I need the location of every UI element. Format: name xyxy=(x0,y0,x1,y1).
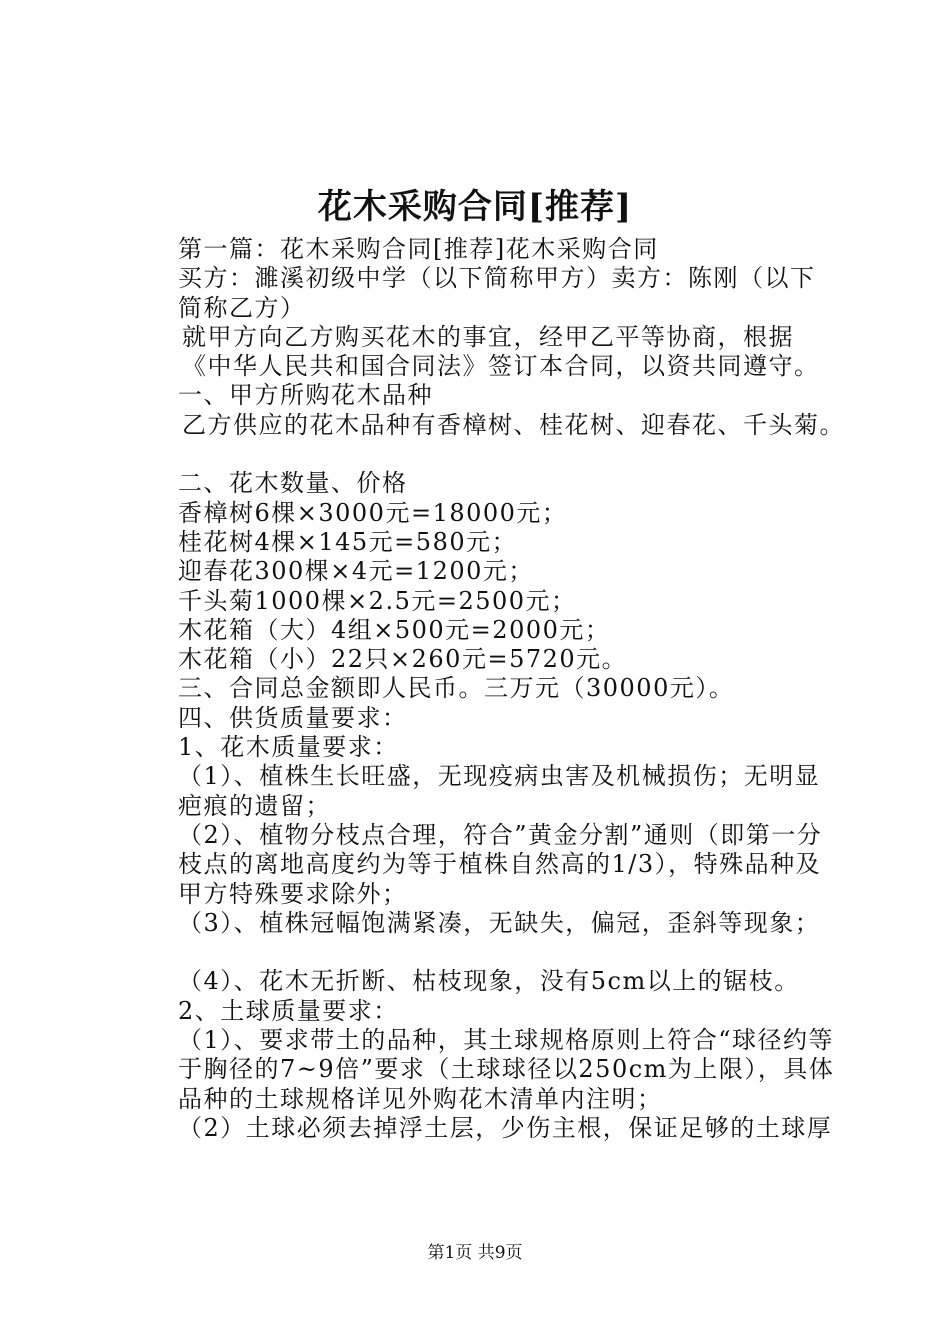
section-heading-first: 第一篇：花木采购合同[推荐]花木采购合同 xyxy=(178,235,659,263)
clause-1-text: 乙方供应的花木品种有香樟树、桂花树、迎春花、千头菊。 xyxy=(182,410,845,439)
price-line-5: 木花箱（大）4组×500元=2000元； xyxy=(178,615,611,644)
document-title: 花木采购合同[推荐] xyxy=(317,187,633,227)
price-line-6: 木花箱（小）22只×260元=5720元。 xyxy=(178,645,628,674)
clause-heading-4: 四、供货质量要求： xyxy=(178,703,408,732)
quality-item-1: （1）、植株生长旺盛，无现疫病虫害及机械损伤；无明显疤痕的遗留； xyxy=(178,762,821,820)
clause-heading-3: 三、合同总金额即人民币。三万元（30000元）。 xyxy=(178,674,735,703)
price-line-2: 桂花树4棵×145元=580元； xyxy=(178,527,518,556)
quality-item-2: （2）、植物分枝点合理，符合”黄金分割”通则（即第一分枝点的离地高度约为等于植株自然高的1/3），特殊品种及甲方特殊要求除外； xyxy=(178,820,823,908)
document-body xyxy=(130,235,845,1143)
soil-item-1: （1）、要求带土的品种，其土球规格原则上符合“球径约等于胸径的7~9倍”要求（土球球径以250cm为上限），具体品种的土球规格详见外购花木清单内注明； xyxy=(178,1026,835,1113)
subclause-heading-1: 1、花木质量要求： xyxy=(178,733,399,762)
clause-heading-2: 二、花木数量、价格 xyxy=(178,469,408,498)
blank-line xyxy=(130,440,835,469)
quality-item-4: （4）、花木无折断、枯枝现象，没有5cm以上的锯枝。 xyxy=(178,967,800,996)
price-line-4: 千头菊1000棵×2.5元=2500元； xyxy=(178,586,577,615)
blank-line xyxy=(130,938,835,967)
soil-item-2: （2）土球必须去掉浮土层，少伤主根，保证足够的土球厚 xyxy=(178,1113,833,1142)
parties-paragraph: 买方：濉溪初级中学（以下简称甲方）卖方：陈刚（以下简称乙方） xyxy=(178,264,816,322)
subclause-heading-2: 2、土球质量要求： xyxy=(178,996,399,1025)
quality-item-3: （3）、植株冠幅饱满紧凑，无缺失，偏冠，歪斜等现象； xyxy=(178,908,821,937)
price-line-1: 香樟树6棵×3000元=18000元； xyxy=(178,498,568,527)
intro-paragraph: 就甲方向乙方购买花木的事宜，经甲乙平等协商，根据《中华人民共和国合同法》签订本合同，以资共同遵守。 xyxy=(182,322,820,381)
page-number: 第1页 共9页 xyxy=(427,1243,523,1263)
clause-heading-1: 一、甲方所购花木品种 xyxy=(178,381,433,410)
price-line-3: 迎春花300棵×4元=1200元； xyxy=(178,557,534,586)
